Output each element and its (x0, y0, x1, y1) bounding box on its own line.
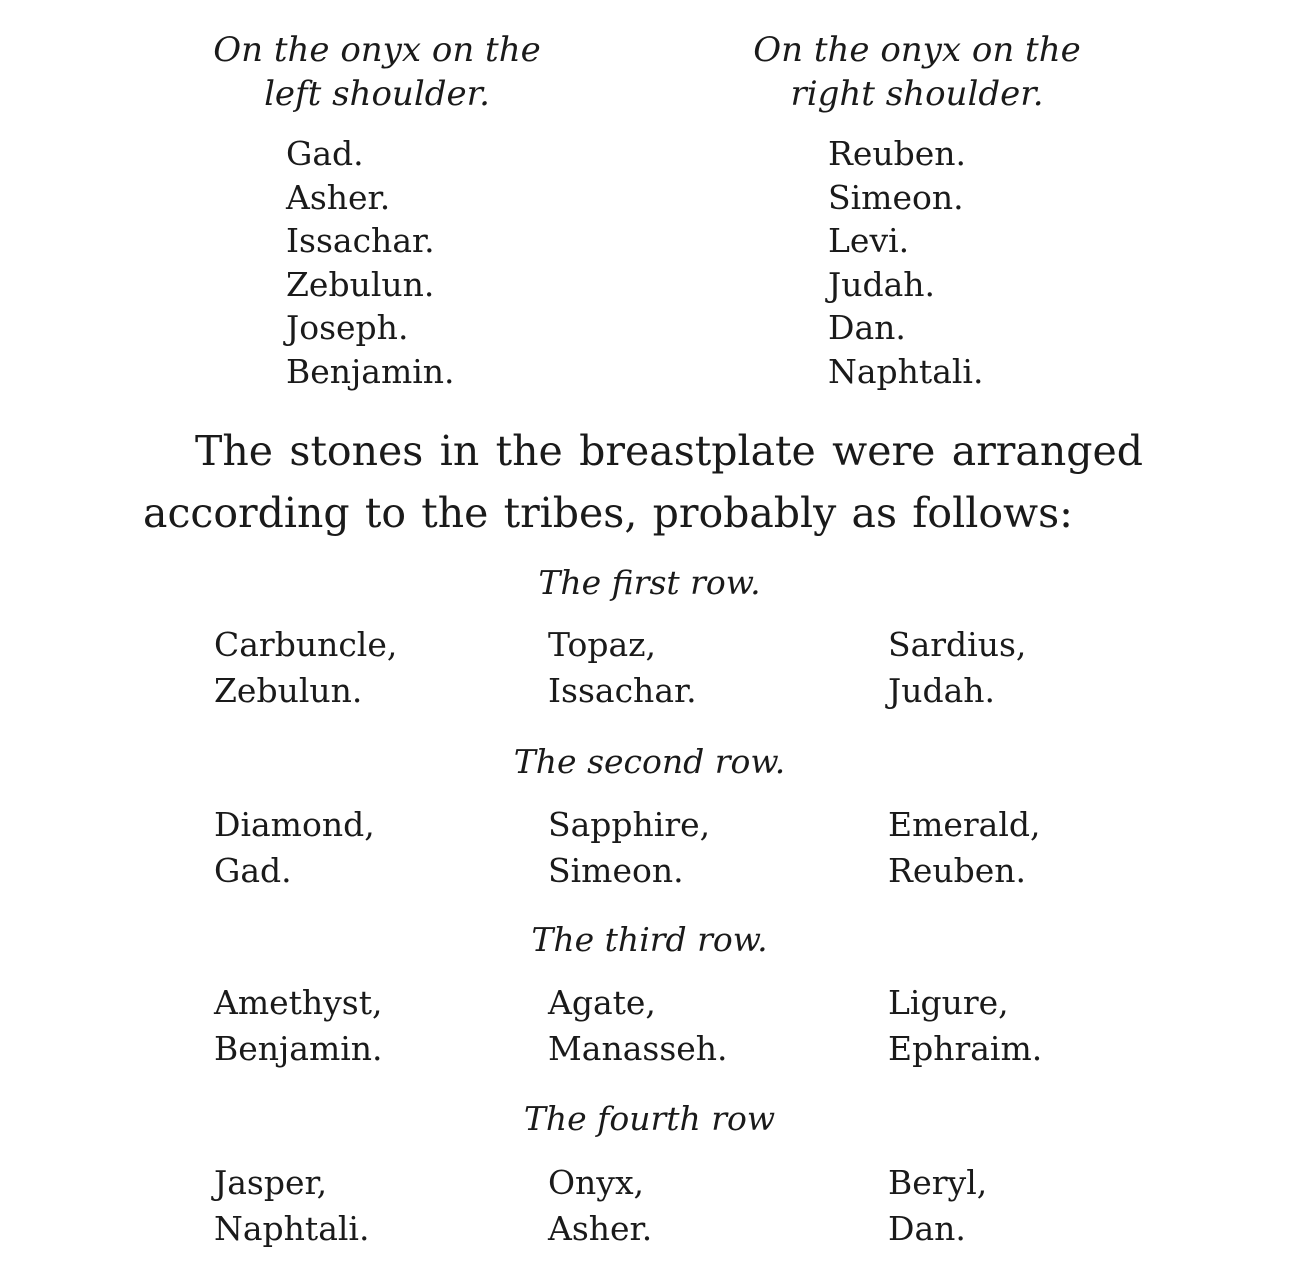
tribe-name: Reuben. (828, 134, 967, 173)
right-shoulder-heading-line1: On the onyx on the (753, 30, 1081, 70)
word: in (439, 427, 480, 475)
tribe-name: Issachar. (286, 221, 435, 260)
stone-cell (888, 622, 1026, 714)
tribe-name: Benjamin. (214, 1029, 383, 1068)
tribe-name: Joseph. (286, 308, 409, 347)
stone-name: Onyx, (548, 1163, 645, 1202)
word: breastplate (579, 427, 816, 475)
stone-cell (548, 802, 710, 894)
row-heading-first: The first row. (538, 563, 761, 602)
tribe-name: Dan. (828, 308, 906, 347)
tribe-name: Judah. (888, 671, 996, 710)
tribe-name: Gad. (286, 134, 364, 173)
row-heading-fourth: The fourth row (523, 1099, 776, 1138)
right-shoulder-heading-line2: right shoulder. (790, 74, 1044, 114)
stone-cell (888, 980, 1042, 1072)
stone-cell (214, 802, 375, 894)
left-shoulder-heading (167, 28, 587, 116)
tribe-name: Benjamin. (286, 351, 455, 391)
word: tribes, (503, 489, 638, 537)
stone-cell (214, 980, 383, 1072)
tribe-name: Manasseh. (548, 1029, 728, 1068)
tribe-name: Asher. (548, 1209, 653, 1248)
tribe-name: Levi. (828, 221, 910, 260)
tribe-name: Ephraim. (888, 1029, 1043, 1068)
word: follows: (912, 489, 1073, 537)
word: according (143, 489, 350, 537)
tribe-name: Gad. (214, 851, 292, 890)
left-shoulder-heading-line2: left shoulder. (264, 74, 490, 114)
body-paragraph (143, 420, 1143, 544)
stone-cell (214, 622, 397, 714)
row-heading-third: The third row. (531, 920, 768, 959)
word: were (832, 427, 936, 475)
stone-name: Topaz, (548, 625, 656, 664)
stone-cell (214, 1160, 369, 1252)
word: as (851, 489, 898, 537)
right-shoulder-names (828, 132, 983, 393)
stone-name: Beryl, (888, 1163, 988, 1202)
stone-name: Sapphire, (548, 805, 711, 844)
stone-name: Emerald, (888, 805, 1041, 844)
tribe-name: Simeon. (828, 177, 964, 217)
stone-name: Amethyst, (214, 983, 383, 1022)
word: arranged (951, 427, 1143, 475)
stone-cell (548, 622, 697, 714)
right-shoulder-heading (707, 28, 1127, 116)
stone-name: Sardius, (888, 625, 1027, 664)
tribe-name: Judah. (828, 264, 936, 304)
left-shoulder-heading-line1: On the onyx on the (213, 30, 541, 70)
tribe-name: Dan. (888, 1209, 966, 1248)
tribe-name: Naphtali. (214, 1209, 370, 1248)
word: probably (652, 489, 837, 537)
stone-cell (548, 980, 728, 1072)
stone-name: Agate, (548, 983, 656, 1022)
word: The (195, 427, 274, 475)
word: the (495, 427, 563, 475)
stone-cell (548, 1160, 652, 1252)
left-shoulder-names (286, 132, 455, 393)
tribe-name: Reuben. (888, 851, 1027, 890)
tribe-name: Simeon. (548, 851, 684, 890)
stone-name: Carbuncle, (214, 625, 398, 664)
stone-cell (888, 1160, 987, 1252)
word: stones (289, 427, 424, 475)
tribe-name: Issachar. (548, 671, 697, 710)
stone-name: Jasper, (214, 1163, 328, 1202)
stone-name: Ligure, (888, 983, 1009, 1022)
word: the (421, 489, 489, 537)
paragraph-line-1 (143, 420, 1143, 482)
tribe-name: Asher. (286, 177, 391, 217)
tribe-name: Zebulun. (214, 671, 363, 710)
stone-name: Diamond, (214, 805, 375, 844)
tribe-name: Zebulun. (286, 264, 435, 304)
paragraph-line-2 (143, 482, 1073, 544)
row-heading-second: The second row. (513, 742, 786, 781)
tribe-name: Naphtali. (828, 351, 984, 391)
word: to (364, 489, 407, 537)
stone-cell (888, 802, 1041, 894)
